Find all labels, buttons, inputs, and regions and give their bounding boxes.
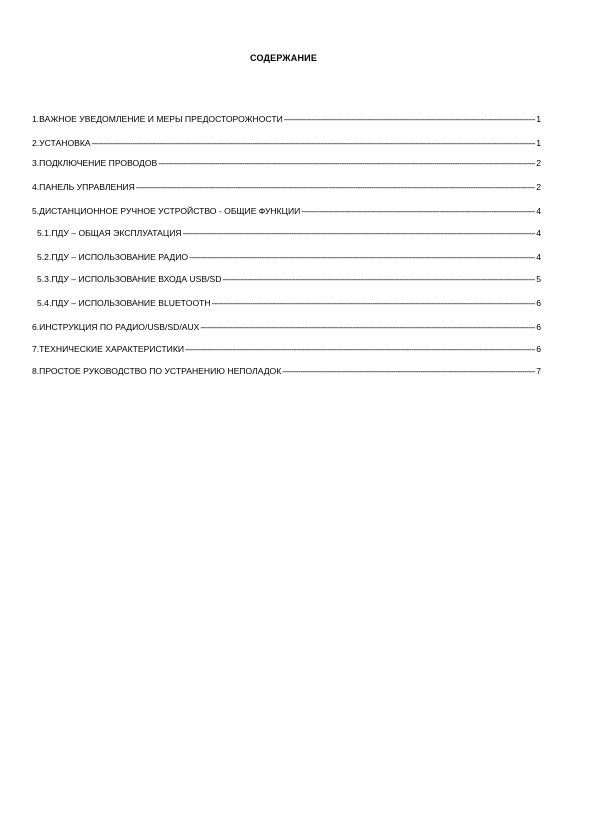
toc-page-number: 1: [536, 114, 541, 124]
toc-entry-1[interactable]: [32, 114, 541, 128]
toc-leader-dots: [200, 322, 535, 332]
toc-entry-label: 5.1.ПДУ – ОБЩАЯ ЭКСПЛУАТАЦИЯ: [37, 228, 182, 238]
toc-leader-dots: [284, 114, 535, 124]
toc-entry-8[interactable]: [32, 366, 541, 380]
toc-entry-7[interactable]: [32, 344, 541, 358]
toc-entry-label: 3.ПОДКЛЮЧЕНИЕ ПРОВОДОВ: [32, 158, 158, 168]
toc-entry-6[interactable]: [32, 322, 541, 336]
toc-entry-label: 2.УСТАНОВКА: [32, 138, 91, 148]
toc-entry-label: 7.ТЕХНИЧЕСКИЕ ХАРАКТЕРИСТИКИ: [32, 344, 185, 354]
toc-entry-label: 1.ВАЖНОЕ УВЕДОМЛЕНИЕ И МЕРЫ ПРЕДОСТОРОЖНОСТИ: [32, 114, 283, 124]
toc-entry-5-1[interactable]: [37, 228, 541, 242]
toc-leader-dots: [301, 206, 535, 216]
toc-page-number: 4: [536, 228, 541, 238]
toc-page-number: 2: [536, 182, 541, 192]
toc-leader-dots: [189, 252, 535, 262]
toc-page-number: 1: [536, 138, 541, 148]
toc-leader-dots: [222, 274, 535, 284]
toc-leader-dots: [92, 138, 536, 148]
toc-leader-dots: [282, 366, 535, 376]
toc-entry-label: 6.ИНСТРУКЦИЯ ПО РАДИО/USB/SD/AUX: [32, 322, 200, 332]
toc-entry-5[interactable]: [32, 206, 541, 220]
toc-leader-dots: [136, 182, 535, 192]
toc-page-number: 2: [536, 158, 541, 168]
toc-entry-label: 4.ПАНЕЛЬ УПРАВЛЕНИЯ: [32, 182, 135, 192]
toc-entry-5-4[interactable]: [37, 298, 541, 312]
toc-leader-dots: [185, 344, 535, 354]
toc-page-number: 5: [536, 274, 541, 284]
toc-entry-5-2[interactable]: [37, 252, 541, 266]
toc-entry-4[interactable]: [32, 182, 541, 196]
toc-entry-label: 5.ДИСТАНЦИОННОЕ РУЧНОЕ УСТРОЙСТВО - ОБЩИЕ ФУНКЦИИ: [32, 206, 301, 216]
toc-page-number: 6: [536, 298, 541, 308]
toc-leader-dots: [212, 298, 536, 308]
toc-page-number: 6: [536, 322, 541, 332]
toc-page-number: 4: [536, 252, 541, 262]
toc-entry-label: 8.ПРОСТОЕ РУКОВОДСТВО ПО УСТРАНЕНИЮ НЕПОЛАДОК: [32, 366, 282, 376]
toc-leader-dots: [183, 228, 536, 238]
toc-entry-label: 5.4.ПДУ – ИСПОЛЬЗОВАНИЕ BLUETOOTH: [37, 298, 211, 308]
toc-entry-label: 5.2.ПДУ – ИСПОЛЬЗОВАНИЕ РАДИО: [37, 252, 189, 262]
page-title: СОДЕРЖАНИЕ: [249, 53, 318, 63]
toc-entry-3[interactable]: [32, 158, 541, 172]
toc-leader-dots: [158, 158, 535, 168]
toc-entry-label: 5.3.ПДУ – ИСПОЛЬЗОВАНИЕ ВХОДА USB/SD: [37, 274, 222, 284]
toc-page-number: 4: [536, 206, 541, 216]
toc-page-number: 7: [536, 366, 541, 376]
toc-page-number: 6: [536, 344, 541, 354]
toc-entry-5-3[interactable]: [37, 274, 541, 288]
toc-entry-2[interactable]: [32, 138, 541, 152]
